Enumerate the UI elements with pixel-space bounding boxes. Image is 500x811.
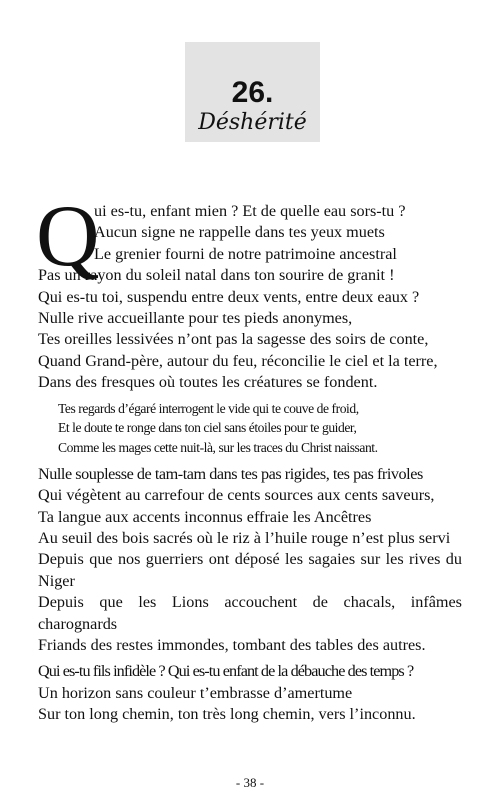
poem-line: Le grenier fourni de notre patrimoine ancestral <box>94 244 397 263</box>
chapter-number: 26. <box>231 76 274 109</box>
poem-line: Pas un rayon du soleil natal dans ton sourire de granit ! <box>38 266 395 285</box>
poem-line: Au seuil des bois sacrés où le riz à l’huile rouge n’est plus servi <box>38 528 451 547</box>
poem-line: Depuis que les Lions accouchent de chacals, infâmes charognards <box>38 593 462 633</box>
poem-line: Dans des fresques où toutes les créatures se fondent. <box>38 373 378 392</box>
poem-line: Tes regards d’égaré interrogent le vide qui te couve de froid, <box>58 400 359 416</box>
poem-line: Et le doute te ronge dans ton ciel sans étoiles pour te guider, <box>58 420 357 436</box>
drop-cap: Q <box>36 188 100 285</box>
poem-line: Qui es-tu toi, suspendu entre deux vents, entre deux eaux ? <box>38 287 420 306</box>
poem-line: Qui es-tu fils infidèle ? Qui es-tu enfant de la débauche des temps ? <box>38 662 414 681</box>
page-number: - 38 - <box>235 775 265 790</box>
poem-line: Sur ton long chemin, ton très long chemin, vers l’inconnu. <box>38 705 416 724</box>
poem-line: Un horizon sans couleur t’embrasse d’amertume <box>38 683 353 702</box>
poem-line: Nulle souplesse de tam-tam dans tes pas rigides, tes pas frivoles <box>38 464 423 483</box>
poem-line: Depuis que nos guerriers ont déposé les sagaies sur les rives du Niger <box>38 550 462 590</box>
poem-line: Comme les mages cette nuit-là, sur les traces du Christ naissant. <box>58 440 378 456</box>
poem-line: Aucun signe ne rappelle dans tes yeux muets <box>94 223 385 242</box>
poem-line: Nulle rive accueillante pour tes pieds anonymes, <box>38 309 353 328</box>
poem-line: Quand Grand-père, autour du feu, réconcilie le ciel et la terre, <box>38 351 438 370</box>
poem-line: ui es-tu, enfant mien ? Et de quelle eau sors-tu ? <box>94 202 406 220</box>
stanza-3 <box>38 464 462 657</box>
stanza-1 <box>38 201 462 394</box>
poem-line: Tes oreilles lessivées n’ont pas la sagesse des soirs de conte, <box>38 330 429 349</box>
chapter-title: Déshérité <box>198 110 307 135</box>
stanza-4 <box>38 661 462 725</box>
stanza-2 <box>58 399 462 458</box>
chapter-header <box>185 42 320 142</box>
poem-line: Qui végètent au carrefour de cents sources aux cents saveurs, <box>38 486 435 505</box>
poem-line: Friands des restes immondes, tombant des tables des autres. <box>38 636 426 655</box>
poem-body <box>36 188 462 726</box>
poem-line: Ta langue aux accents inconnus effraie les Ancêtres <box>38 507 372 526</box>
